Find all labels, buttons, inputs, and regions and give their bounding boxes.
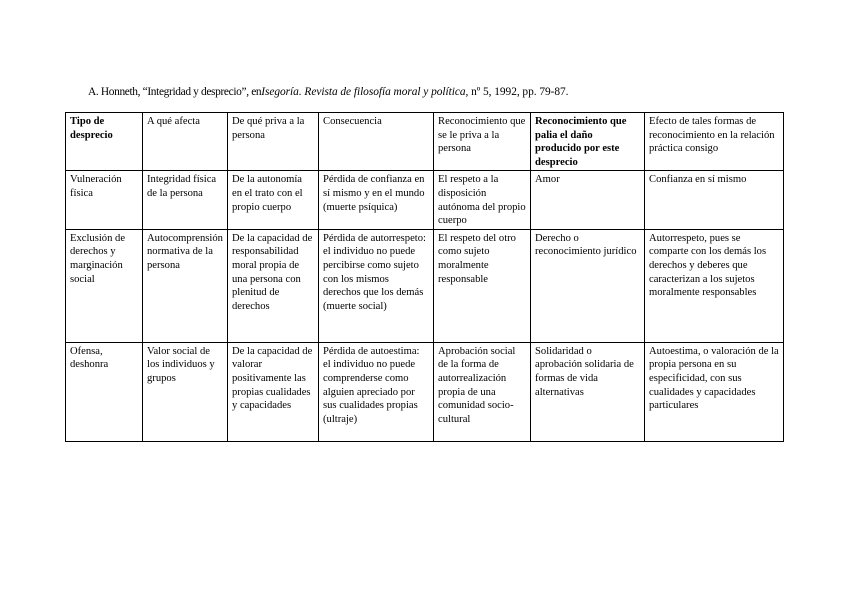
header-cell: Reconocimiento que se le priva a la persona: [434, 113, 531, 171]
table-cell: De la autonomía en el trato con el propio cuerpo: [228, 171, 319, 229]
citation-journal: Isegoría. Revista de filosofía moral y política: [261, 86, 466, 98]
table-cell: Confianza en sí mismo: [645, 171, 784, 229]
table-cell: Solidaridad o aprobación solidaria de formas de vida alternativas: [531, 342, 645, 441]
table-cell: Vulneración física: [66, 171, 143, 229]
table-cell: Pérdida de autoestima: el individuo no puede comprenderse como alguien apreciado por sus cualidades propias (ultraje): [319, 342, 434, 441]
table-cell: Integridad física de la persona: [143, 171, 228, 229]
table-cell: Ofensa, deshonra: [66, 342, 143, 441]
header-cell: Reconocimiento que palia el daño producido por este desprecio: [531, 113, 645, 171]
citation-author-title: A. Honneth, “Integridad y desprecio”, en: [88, 86, 262, 98]
citation-caption: [88, 86, 568, 98]
table-cell: Exclusión de derechos y marginación social: [66, 229, 143, 342]
table-cell: Aprobación social de la forma de autorrealización propia de una comunidad socio-cultural: [434, 342, 531, 441]
table-cell: El respeto del otro como sujeto moralmente responsable: [434, 229, 531, 342]
contempt-recognition-table: [65, 112, 784, 442]
table-cell: Autocomprensión normativa de la persona: [143, 229, 228, 342]
table-cell: Derecho o reconocimiento jurídico: [531, 229, 645, 342]
header-cell: Consecuencia: [319, 113, 434, 171]
table-cell: Amor: [531, 171, 645, 229]
header-cell: Efecto de tales formas de reconocimiento en la relación práctica consigo: [645, 113, 784, 171]
table-cell: Autoestima, o valoración de la propia persona en su especificidad, con sus cualidades y capacidades particulares: [645, 342, 784, 441]
table-row: [66, 171, 784, 229]
table-cell: Pérdida de autorrespeto: el individuo no puede percibirse como sujeto con los mismos derechos que los demás (muerte social): [319, 229, 434, 342]
table-row: [66, 229, 784, 342]
table-cell: Pérdida de confianza en sí mismo y en el mundo (muerte psíquica): [319, 171, 434, 229]
table-header-row: [66, 113, 784, 171]
table-cell: Valor social de los individuos y grupos: [143, 342, 228, 441]
table-row: [66, 342, 784, 441]
table-cell: El respeto a la disposición autónoma del propio cuerpo: [434, 171, 531, 229]
table-cell: Autorrespeto, pues se comparte con los demás los derechos y deberes que caracterizan a los sujetos moralmente responsables: [645, 229, 784, 342]
table-cell: De la capacidad de responsabilidad moral propia de una persona con plenitud de derechos: [228, 229, 319, 342]
citation-details: , nº 5, 1992, pp. 79-87.: [465, 86, 569, 98]
header-cell: De qué priva a la persona: [228, 113, 319, 171]
header-cell: Tipo de desprecio: [66, 113, 143, 171]
header-cell: A qué afecta: [143, 113, 228, 171]
table-cell: De la capacidad de valorar positivamente las propias cualidades y capacidades: [228, 342, 319, 441]
